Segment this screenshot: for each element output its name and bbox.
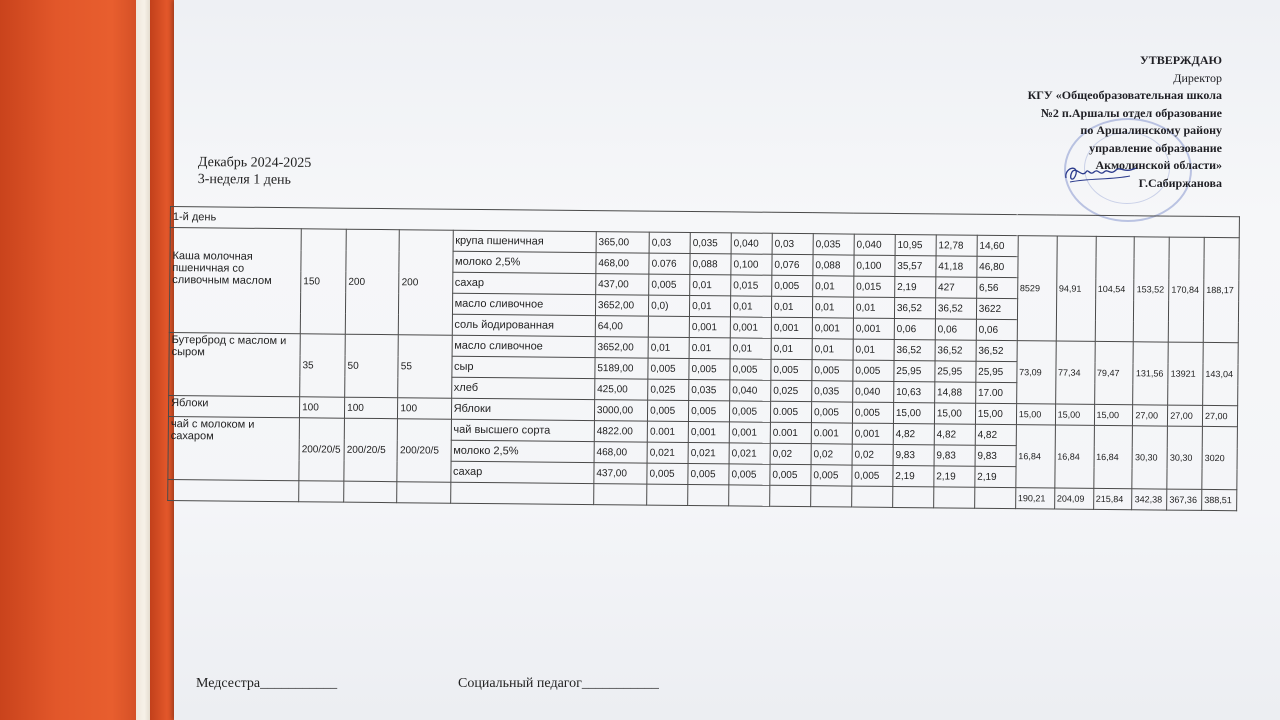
value-cell: 0,001 — [730, 317, 771, 338]
value-cell: 0,005 — [853, 360, 894, 381]
signature — [1060, 158, 1140, 188]
price-cell: 3000,00 — [594, 400, 647, 422]
value-cell: 0.001 — [770, 422, 811, 443]
total-cell: 13921 — [1168, 342, 1203, 405]
value-cell: 0,021 — [688, 442, 729, 463]
dish-name: Бутерброд с маслом и сыром — [169, 332, 301, 396]
total-cell: 30,30 — [1167, 426, 1202, 489]
total-cell: 143,04 — [1203, 342, 1239, 405]
value-cell: 0,035 — [813, 234, 854, 255]
value-cell: 0,005 — [772, 275, 813, 296]
total-cell: 27,00 — [1168, 405, 1203, 426]
total-cell: 3020 — [1202, 426, 1238, 489]
value-cell: 0,076 — [772, 254, 813, 275]
ingredient-name: Яблоки — [451, 398, 595, 420]
value-cell: 2,19 — [975, 466, 1016, 487]
price-cell: 365,00 — [596, 232, 649, 254]
price-cell: 425,00 — [595, 379, 648, 401]
value-cell: 10,63 — [893, 381, 934, 402]
value-cell: 46,80 — [977, 256, 1018, 277]
value-cell: 0,100 — [731, 254, 772, 275]
value-cell: 0,005 — [729, 464, 770, 485]
value-cell: 36,52 — [894, 339, 935, 360]
document-title — [198, 154, 312, 189]
ingredient-name: молоко 2,5% — [451, 440, 595, 462]
empty-cell — [852, 486, 893, 507]
red-folder-cover — [0, 0, 140, 720]
value-cell: 41,18 — [936, 256, 977, 277]
ingredient-name: чай высшего сорта — [451, 419, 595, 441]
empty-cell — [344, 481, 397, 503]
price-cell: 64,00 — [595, 316, 648, 338]
empty-cell — [892, 486, 933, 507]
value-cell: 0,01 — [771, 338, 812, 359]
ingredient-name: крупа пшеничная — [453, 230, 597, 252]
value-cell: 0,06 — [976, 319, 1017, 340]
value-cell: 14,88 — [934, 382, 975, 403]
ingredient-name: масло сливочное — [452, 335, 596, 357]
value-cell: 0,01 — [853, 297, 894, 318]
approval-line: Директор — [1173, 70, 1222, 85]
value-cell: 36,52 — [894, 297, 935, 318]
value-cell: 0,01 — [812, 339, 853, 360]
value-cell: 0,001 — [812, 318, 853, 339]
value-cell: 0,021 — [647, 442, 688, 463]
total-cell: 15,00 — [1094, 404, 1133, 425]
value-cell: 36,52 — [976, 340, 1017, 361]
value-cell: 0,005 — [689, 358, 730, 379]
total-cell: 77,34 — [1055, 341, 1095, 404]
ingredient-name: сахар — [452, 272, 596, 294]
empty-cell — [974, 487, 1015, 508]
value-cell — [648, 316, 689, 337]
value-cell: 4,82 — [975, 424, 1016, 445]
approval-line: по Аршалинскому району — [1080, 123, 1222, 137]
value-cell: 0,001 — [771, 317, 812, 338]
empty-cell — [168, 479, 299, 501]
total-cell: 27,00 — [1133, 405, 1168, 426]
value-cell: 0,02 — [770, 443, 811, 464]
value-cell: 0,025 — [771, 380, 812, 401]
total-cell: 104,54 — [1095, 236, 1135, 341]
value-cell: 0,01 — [690, 274, 731, 295]
value-cell: 9,83 — [893, 444, 934, 465]
approval-line: Акмолинской области» — [1095, 158, 1222, 172]
title-month: Декабрь 2024-2025 — [197, 154, 312, 171]
value-cell: 0,005 — [648, 400, 689, 421]
portion-cell: 55 — [398, 335, 452, 399]
value-cell: 0,03 — [649, 232, 690, 253]
empty-cell — [397, 482, 450, 504]
value-cell: 0,005 — [689, 400, 730, 421]
value-cell: 0,035 — [812, 381, 853, 402]
value-cell: 9,83 — [975, 445, 1016, 466]
value-cell: 0,005 — [647, 463, 688, 484]
portion-cell: 100 — [398, 398, 451, 420]
total-cell: 27,00 — [1202, 405, 1237, 426]
empty-cell — [729, 485, 770, 506]
total-cell: 15,00 — [1055, 404, 1094, 425]
value-cell: 0,005 — [688, 463, 729, 484]
grand-total-cell: 204,09 — [1054, 488, 1093, 509]
value-cell: 0,015 — [854, 276, 895, 297]
ingredient-name: хлеб — [451, 377, 595, 399]
value-cell: 0,01 — [771, 296, 812, 317]
portion-cell: 100 — [345, 397, 398, 419]
value-cell: 25,95 — [935, 361, 976, 382]
dish-name: чай с молоком и сахаром — [168, 416, 300, 480]
value-cell: 0,01 — [812, 297, 853, 318]
value-cell: 0,005 — [770, 464, 811, 485]
total-cell: 79,47 — [1094, 341, 1134, 404]
value-cell: 6,56 — [976, 277, 1017, 298]
value-cell: 0,005 — [811, 465, 852, 486]
value-cell: 10,95 — [895, 234, 936, 255]
value-cell: 0,001 — [688, 421, 729, 442]
price-cell: 468,00 — [594, 442, 647, 464]
price-cell: 437,00 — [594, 463, 647, 485]
value-cell: 0,088 — [690, 253, 731, 274]
value-cell: 0,01 — [648, 337, 689, 358]
price-cell: 3652,00 — [595, 337, 648, 359]
value-cell: 0,005 — [649, 274, 690, 295]
value-cell: 2,19 — [894, 276, 935, 297]
value-cell: 0,035 — [689, 379, 730, 400]
portion-cell: 200/20/5 — [299, 418, 345, 481]
portion-cell: 100 — [300, 397, 345, 418]
value-cell: 15,00 — [893, 402, 934, 423]
approval-line: №2 п.Аршалы отдел образование — [1040, 105, 1222, 120]
ingredient-name: сахар — [450, 461, 594, 483]
total-cell: 131,56 — [1133, 342, 1168, 405]
value-cell: 0,005 — [730, 359, 771, 380]
value-cell: 36,52 — [935, 340, 976, 361]
grand-total-cell: 367,36 — [1167, 489, 1202, 510]
grand-total-cell: 215,84 — [1093, 488, 1132, 509]
empty-cell — [594, 484, 647, 506]
value-cell: 25,95 — [894, 360, 935, 381]
grand-total-cell: 342,38 — [1132, 489, 1167, 510]
value-cell: 0.01 — [689, 337, 730, 358]
dish-name: Каша молочная пшеничная со сливочным маслом — [169, 228, 301, 334]
value-cell: 0,005 — [648, 358, 689, 379]
portion-cell: 150 — [300, 229, 346, 334]
value-cell: 25,95 — [976, 361, 1017, 382]
value-cell: 0,001 — [853, 318, 894, 339]
value-cell: 17.00 — [975, 382, 1016, 403]
empty-cell — [647, 484, 688, 505]
value-cell: 0,0) — [649, 295, 690, 316]
total-cell: 16,84 — [1016, 425, 1056, 488]
value-cell: 0,021 — [729, 443, 770, 464]
value-cell: 4,82 — [934, 424, 975, 445]
value-cell: 427 — [935, 277, 976, 298]
menu-table — [167, 206, 1240, 511]
total-cell: 16,84 — [1054, 425, 1094, 488]
approval-signatory: Г.Сабиржанова — [1138, 175, 1222, 190]
portion-cell: 200/20/5 — [344, 418, 398, 482]
grand-total-cell: 388,51 — [1202, 489, 1237, 510]
portion-cell: 200 — [345, 229, 399, 335]
value-cell: 0,01 — [813, 276, 854, 297]
value-cell: 0,06 — [894, 318, 935, 339]
value-cell: 0.001 — [811, 423, 852, 444]
value-cell: 0,025 — [648, 379, 689, 400]
empty-cell — [450, 482, 594, 504]
menu-table-wrap — [167, 206, 1240, 511]
total-cell: 8529 — [1017, 236, 1057, 341]
value-cell: 0,040 — [731, 233, 772, 254]
value-cell: 0.076 — [649, 253, 690, 274]
value-cell: 0,005 — [852, 465, 893, 486]
value-cell: 3622 — [976, 298, 1017, 319]
value-cell: 14,60 — [977, 235, 1018, 256]
value-cell: 0,02 — [811, 444, 852, 465]
nurse-signature-line: Медсестра___________ — [196, 676, 338, 691]
value-cell: 0,005 — [812, 360, 853, 381]
value-cell: 0,01 — [730, 338, 771, 359]
total-cell: 16,84 — [1093, 425, 1133, 488]
value-cell: 2,19 — [934, 466, 975, 487]
value-cell: 0.001 — [647, 421, 688, 442]
value-cell: 0,015 — [731, 275, 772, 296]
ingredient-name: соль йодированная — [452, 314, 596, 336]
value-cell: 0,001 — [729, 422, 770, 443]
value-cell: 0.005 — [770, 401, 811, 422]
value-cell: 0,040 — [854, 234, 895, 255]
value-cell: 0,005 — [811, 402, 852, 423]
price-cell: 5189,00 — [595, 358, 648, 380]
empty-cell — [811, 486, 852, 507]
value-cell: 15,00 — [975, 403, 1016, 424]
value-cell: 0,01 — [853, 339, 894, 360]
value-cell: 0,040 — [730, 380, 771, 401]
price-cell: 437,00 — [596, 274, 649, 296]
value-cell: 0,01 — [690, 295, 731, 316]
pedagog-signature-line: Социальный педагог___________ — [458, 676, 659, 691]
portion-cell: 200 — [399, 230, 453, 336]
folder-page-edge — [136, 0, 150, 720]
value-cell: 0,005 — [729, 401, 770, 422]
value-cell: 0,02 — [852, 444, 893, 465]
day-label: 1-й день — [170, 207, 1239, 238]
empty-cell — [933, 487, 974, 508]
value-cell: 0,001 — [689, 316, 730, 337]
price-cell: 468,00 — [596, 253, 649, 275]
value-cell: 0,001 — [852, 423, 893, 444]
total-cell: 153,52 — [1134, 237, 1170, 342]
value-cell: 0,005 — [771, 359, 812, 380]
total-cell: 30,30 — [1132, 426, 1167, 489]
value-cell: 0,03 — [772, 233, 813, 254]
value-cell: 0,088 — [813, 255, 854, 276]
approval-line: КГУ «Общеобразовательная школа — [1027, 88, 1222, 102]
ingredient-name: сыр — [451, 356, 595, 378]
empty-cell — [299, 481, 344, 502]
portion-cell: 35 — [300, 334, 346, 397]
value-cell: 15,00 — [934, 403, 975, 424]
price-cell: 3652,00 — [595, 295, 648, 317]
value-cell: 0,005 — [852, 402, 893, 423]
total-cell: 188,17 — [1203, 237, 1239, 342]
empty-cell — [688, 484, 729, 505]
value-cell: 0,040 — [853, 381, 894, 402]
total-cell: 170,84 — [1168, 237, 1204, 342]
ingredient-name: масло сливочное — [452, 293, 596, 315]
ingredient-name: молоко 2,5% — [452, 251, 596, 273]
title-week: 3-неделя 1 день — [197, 171, 292, 188]
value-cell: 35,57 — [895, 255, 936, 276]
value-cell: 9,83 — [934, 445, 975, 466]
value-cell: 0,06 — [935, 319, 976, 340]
portion-cell: 200/20/5 — [397, 419, 451, 483]
grand-total-cell: 190,21 — [1015, 488, 1054, 509]
value-cell: 0,01 — [730, 296, 771, 317]
value-cell: 36,52 — [935, 298, 976, 319]
approval-line: управление образование — [1089, 140, 1222, 155]
dish-name: Яблоки — [168, 395, 299, 417]
total-cell: 73,09 — [1016, 341, 1056, 404]
total-cell: 15,00 — [1016, 404, 1055, 425]
value-cell: 4,82 — [893, 423, 934, 444]
value-cell: 2,19 — [893, 465, 934, 486]
value-cell: 0,100 — [854, 255, 895, 276]
empty-cell — [770, 485, 811, 506]
value-cell: 12,78 — [936, 235, 977, 256]
approval-heading: УТВЕРЖДАЮ — [1139, 53, 1222, 67]
price-cell: 4822.00 — [594, 421, 647, 443]
value-cell: 0,035 — [690, 232, 731, 253]
total-cell: 94,91 — [1056, 236, 1096, 341]
portion-cell: 50 — [345, 334, 399, 398]
